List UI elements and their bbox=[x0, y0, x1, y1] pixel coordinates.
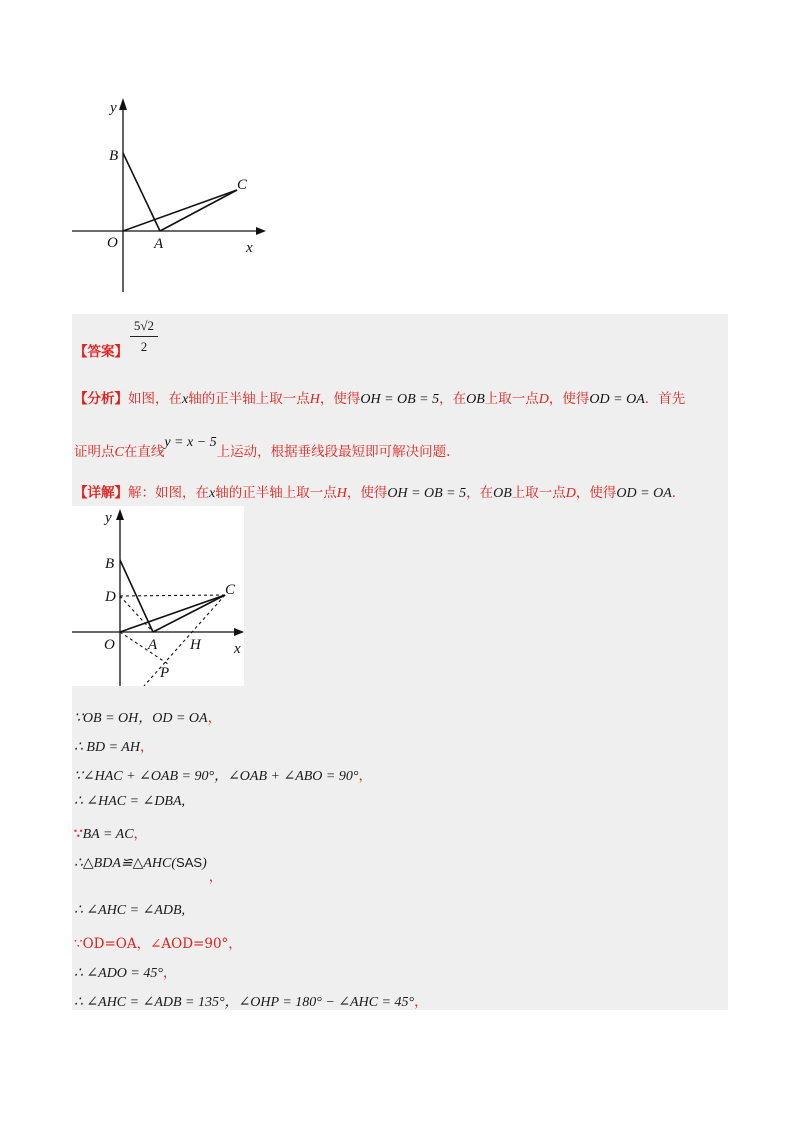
detail-text: ，使得 bbox=[575, 485, 617, 501]
label-x: x bbox=[234, 641, 241, 657]
proof-math: ∴ ∠AHC = ∠ADB, bbox=[74, 903, 186, 918]
proof-text: ∵OD=OA，∠AOD=90°， bbox=[74, 936, 242, 952]
proof-step-5 bbox=[74, 822, 147, 843]
detail-text: ． bbox=[671, 485, 686, 501]
proof-step-2 bbox=[74, 735, 153, 756]
proof-punct: ， bbox=[162, 965, 177, 981]
analysis-text: ．首先 bbox=[644, 391, 686, 407]
detail-math: D bbox=[565, 486, 576, 501]
y-axis-arrow-icon bbox=[119, 98, 127, 110]
answer-numerator: 5√2 bbox=[133, 318, 155, 333]
label-a: A bbox=[154, 236, 164, 252]
analysis-math: OB bbox=[466, 392, 485, 407]
detail-tag: 【详解】 bbox=[74, 485, 128, 501]
proof-step-7 bbox=[74, 902, 185, 919]
detail-math: OH = OB = 5 bbox=[387, 486, 467, 501]
label-a: A bbox=[148, 637, 158, 653]
proof-math: ∴ ∠HAC = ∠DBA, bbox=[74, 794, 186, 809]
analysis-text: 上取一点 bbox=[484, 391, 539, 407]
analysis-math: D bbox=[538, 392, 549, 407]
proof-math: BA = AC bbox=[82, 827, 134, 842]
proof-punct: ， bbox=[207, 710, 222, 726]
analysis-text: ，使得 bbox=[548, 391, 590, 407]
analysis-text: 上运动，根据垂线段最短即可解决问题. bbox=[216, 444, 451, 460]
proof-punct: ， bbox=[414, 994, 428, 1010]
segment-ac bbox=[153, 595, 225, 632]
detail-math: OB bbox=[493, 486, 512, 501]
detail-text: 上取一点 bbox=[511, 485, 566, 501]
answer-fraction bbox=[130, 318, 158, 355]
analysis-tag: 【分析】 bbox=[74, 391, 128, 407]
analysis-text: 在直线 bbox=[123, 444, 165, 460]
y-axis-arrow-icon bbox=[116, 509, 124, 520]
label-d: D bbox=[105, 589, 116, 605]
label-b: B bbox=[105, 556, 115, 572]
segment-oc bbox=[123, 190, 237, 231]
proof-punct: ， bbox=[358, 768, 372, 784]
proof-sas: SAS bbox=[176, 855, 203, 870]
proof-step-9 bbox=[74, 961, 176, 982]
detail-text: ，使得 bbox=[346, 485, 388, 501]
proof-step-10 bbox=[74, 990, 428, 1011]
answer-line bbox=[74, 340, 128, 360]
analysis-math: C bbox=[114, 445, 124, 460]
label-c: C bbox=[237, 177, 248, 193]
analysis-line-2 bbox=[74, 435, 451, 461]
label-x: x bbox=[246, 240, 253, 256]
proof-step-8 bbox=[74, 932, 242, 952]
label-o: O bbox=[104, 637, 115, 653]
proof-math: ∵∠HAC + ∠OAB = 90°，∠OAB + ∠ABO = 90° bbox=[74, 769, 359, 784]
label-p: P bbox=[160, 665, 170, 681]
analysis-math: OD = OA bbox=[589, 392, 645, 407]
fraction-bar bbox=[130, 336, 158, 337]
label-y: y bbox=[105, 510, 112, 526]
proof-math: ∴ ∠ADO = 45° bbox=[74, 966, 163, 981]
proof-step-6 bbox=[74, 851, 223, 885]
proof-step-4 bbox=[74, 793, 185, 810]
figure-1-coordinate-diagram bbox=[60, 92, 280, 292]
proof-step-1 bbox=[74, 706, 221, 727]
detail-text: 解：如图，在 bbox=[128, 485, 209, 501]
analysis-math: y = x − 5 bbox=[164, 435, 217, 450]
proof-math: ∵OB = OH，OD = OA bbox=[74, 711, 208, 726]
analysis-text: ，在 bbox=[439, 391, 467, 407]
detail-text: ，在 bbox=[466, 485, 494, 501]
proof-math: ∴△BDA≌△AHC( bbox=[74, 856, 177, 871]
figure-2-container bbox=[72, 506, 244, 686]
proof-punct: ， bbox=[208, 869, 223, 885]
label-b: B bbox=[109, 148, 119, 164]
proof-punct: ， bbox=[133, 826, 148, 842]
proof-math: ∴ BD = AH bbox=[74, 740, 140, 755]
label-o: O bbox=[107, 235, 118, 251]
segment-ac bbox=[160, 190, 237, 231]
proof-step-3 bbox=[74, 764, 372, 785]
analysis-text: 轴的正半轴上取一点 bbox=[188, 391, 310, 407]
label-y: y bbox=[110, 100, 117, 116]
label-h: H bbox=[190, 637, 201, 653]
detail-math: H bbox=[336, 486, 347, 501]
detail-line bbox=[74, 481, 685, 502]
analysis-text: 如图，在 bbox=[128, 391, 182, 407]
detail-math: OD = OA bbox=[616, 486, 672, 501]
label-c: C bbox=[225, 582, 236, 598]
proof-math: ∴ ∠AHC = ∠ADB = 135°，∠OHP = 180° − ∠AHC = 45° bbox=[74, 995, 415, 1010]
analysis-math: x bbox=[182, 392, 189, 407]
answer-denominator: 2 bbox=[140, 339, 148, 354]
analysis-line-1 bbox=[74, 387, 685, 408]
x-axis-arrow-icon bbox=[256, 227, 266, 235]
proof-punct: ， bbox=[139, 739, 154, 755]
analysis-math: OH = OB = 5 bbox=[360, 392, 440, 407]
detail-text: 轴的正半轴上取一点 bbox=[215, 485, 337, 501]
answer-tag: 【答案】 bbox=[74, 344, 128, 360]
detail-math: x bbox=[209, 486, 216, 501]
segment-ba bbox=[120, 560, 153, 632]
proof-because-symbol: ∵ bbox=[74, 826, 83, 842]
figure-2-coordinate-diagram bbox=[72, 506, 244, 686]
analysis-text: ，使得 bbox=[319, 391, 361, 407]
analysis-text: 证明点 bbox=[74, 444, 115, 460]
analysis-math: H bbox=[309, 392, 320, 407]
x-axis-arrow-icon bbox=[234, 628, 244, 636]
proof-math: ) bbox=[202, 856, 207, 871]
segment-op-dashed bbox=[120, 632, 168, 664]
